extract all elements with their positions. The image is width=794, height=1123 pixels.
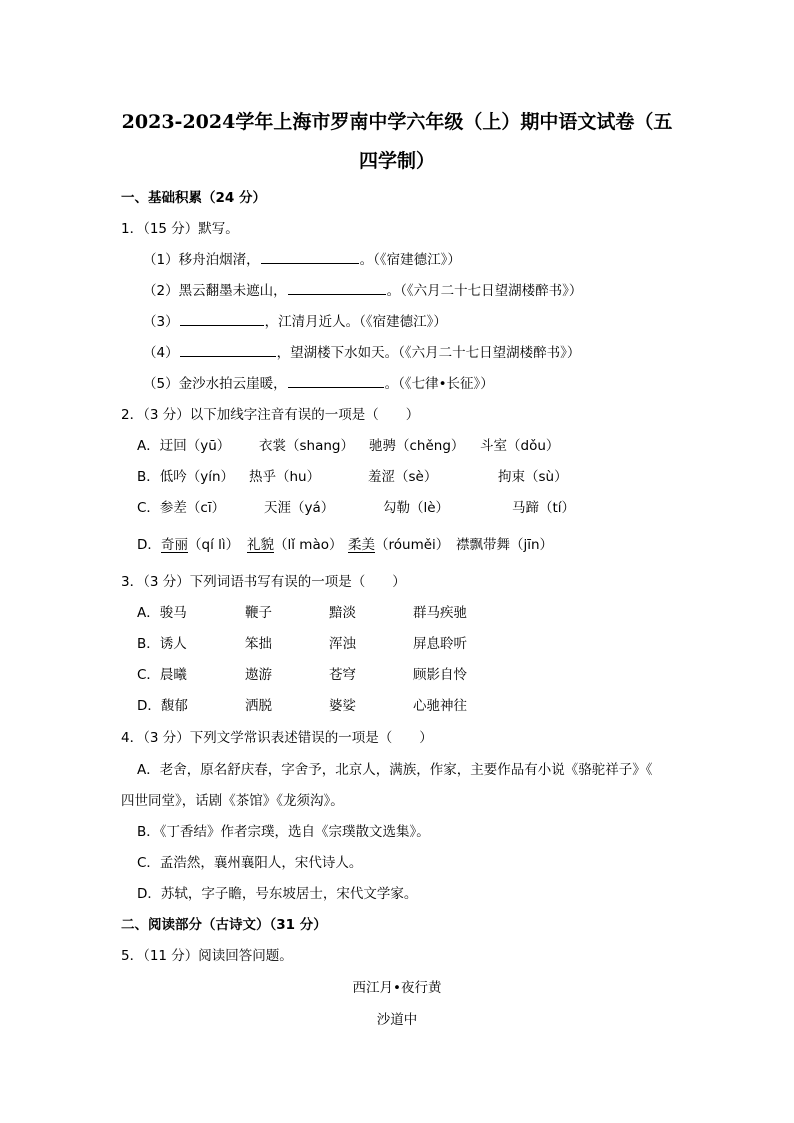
q2-d-label: D．: [137, 537, 161, 553]
q3-b-word-4: 屏息聆听: [413, 636, 467, 652]
q1-item-1: [143, 248, 461, 268]
q1-item-5-post: 。（《七律•长征》）: [384, 376, 494, 392]
q2-b-word-3: 羞涩（sè）: [368, 469, 438, 485]
q1-item-5: [143, 372, 494, 392]
q2-option-b[interactable]: [0, 465, 794, 485]
q1-item-2: [143, 279, 582, 299]
q2-a-word-3: 驰骋（chěng）: [369, 438, 465, 454]
q1-item-1-post: 。（《宿建德江》）: [359, 252, 461, 268]
q3-c-word-4: 顾影自怜: [413, 667, 467, 683]
q2-option-d[interactable]: [0, 533, 794, 555]
q2-b-word-4: 拘束（sù）: [498, 469, 568, 485]
q1-item-1-blank[interactable]: [261, 250, 359, 264]
q4-option-a-line-1[interactable]: A．老舍，原名舒庆春，字舍予，北京人，满族，作家，主要作品有小说《骆驼祥子》《: [137, 762, 653, 778]
q5-stem: 5．（11 分）阅读回答问题。: [121, 948, 293, 964]
q2-c-word-3: 勾勒（lè）: [383, 500, 450, 516]
q3-a-word-2: 鞭子: [245, 605, 272, 621]
q4-stem: 4．（3 分）下列文学常识表述错误的一项是（ ）: [121, 730, 433, 746]
q3-a-word-1: A．骏马: [137, 605, 187, 621]
q3-option-c[interactable]: [0, 663, 794, 683]
q1-item-2-blank[interactable]: [288, 281, 386, 295]
q2-option-c[interactable]: [0, 496, 794, 516]
q1-item-4-blank[interactable]: [180, 343, 276, 357]
q3-b-word-2: 笨拙: [245, 636, 272, 652]
q1-item-4: [143, 341, 580, 361]
q2-d-word-2: 礼貌（lǐ mào）: [247, 537, 343, 553]
q3-stem: 3．（3 分）下列词语书写有误的一项是（ ）: [121, 574, 406, 590]
q1-item-3: [143, 310, 447, 330]
q2-stem: 2．（3 分）以下加线字注音有误的一项是（ ）: [121, 407, 420, 423]
q3-c-word-3: 苍穹: [329, 667, 356, 683]
q3-b-word-1: B．诱人: [137, 636, 187, 652]
q3-b-word-3: 浑浊: [329, 636, 356, 652]
q3-c-word-2: 遨游: [245, 667, 272, 683]
q3-c-word-1: C．晨曦: [137, 667, 187, 683]
q4-option-b[interactable]: B．《丁香结》作者宗璞，选自《宗璞散文选集》。: [137, 824, 430, 840]
q4-option-c[interactable]: C．孟浩然，襄州襄阳人，宋代诗人。: [137, 855, 363, 871]
q2-d-word-4: 襟飘带舞（jīn）: [456, 537, 554, 553]
q4-option-a-line-2: 四世同堂》，话剧《茶馆》《龙须沟》。: [121, 793, 344, 809]
poem-title-line-1: 西江月•夜行黄: [352, 980, 442, 996]
q1-stem: 1．（15 分）默写。: [121, 221, 239, 237]
q1-item-5-pre: （5）金沙水拍云崖暖，: [143, 376, 287, 392]
q1-item-4-post: ，望湖楼下水如天。（《六月二十七日望湖楼醉书》）: [276, 345, 581, 361]
q2-option-a[interactable]: [0, 434, 794, 454]
q3-d-word-1: D．馥郁: [137, 698, 188, 714]
q3-option-a[interactable]: [0, 601, 794, 621]
q2-a-word-4: 斗室（dǒu）: [480, 438, 560, 454]
page-title-line-2: 四学制）: [358, 150, 435, 172]
q3-d-word-3: 婆娑: [329, 698, 356, 714]
q3-d-word-2: 洒脱: [245, 698, 272, 714]
q4-option-d[interactable]: D．苏轼，字子瞻，号东坡居士，宋代文学家。: [137, 886, 418, 902]
q2-d-word-3: 柔美（róuměi）: [348, 537, 450, 553]
q2-b-word-2: 热乎（hu）: [249, 469, 321, 485]
section-1-heading: 一、基础积累（24 分）: [121, 190, 266, 206]
q3-a-word-4: 群马疾驰: [413, 605, 467, 621]
q3-a-word-3: 黯淡: [329, 605, 356, 621]
q1-item-3-pre: （3）: [143, 314, 179, 330]
q1-item-5-blank[interactable]: [288, 374, 384, 388]
q1-item-3-blank[interactable]: [180, 312, 264, 326]
q2-a-word-1: A．迂回（yū）: [137, 438, 231, 454]
q2-d-word-1: 奇丽（qí lì）: [161, 537, 240, 553]
q2-b-word-1: B．低吟（yín）: [137, 469, 235, 485]
page-title-line-1: 2023-2024学年上海市罗南中学六年级（上）期中语文试卷（五: [121, 111, 673, 133]
q3-option-d[interactable]: [0, 694, 794, 714]
q2-c-word-2: 天涯（yá）: [264, 500, 335, 516]
section-2-heading: 二、阅读部分（古诗文）（31 分）: [121, 917, 327, 933]
q1-item-1-pre: （1）移舟泊烟渚，: [143, 252, 260, 268]
poem-title-line-2: 沙道中: [376, 1012, 418, 1028]
q1-item-2-pre: （2）黑云翻墨未遮山，: [143, 283, 287, 299]
q1-item-2-post: 。（《六月二十七日望湖楼醉书》）: [386, 283, 583, 299]
q3-d-word-4: 心驰神往: [413, 698, 467, 714]
q2-c-word-1: C．参差（cī）: [137, 500, 226, 516]
q2-a-word-2: 衣裳（shang）: [259, 438, 354, 454]
q2-c-word-4: 马蹄（tí）: [512, 500, 576, 516]
q1-item-4-pre: （4）: [143, 345, 179, 361]
q3-option-b[interactable]: [0, 632, 794, 652]
q1-item-3-post: ，江清月近人。（《宿建德江》）: [264, 314, 447, 330]
